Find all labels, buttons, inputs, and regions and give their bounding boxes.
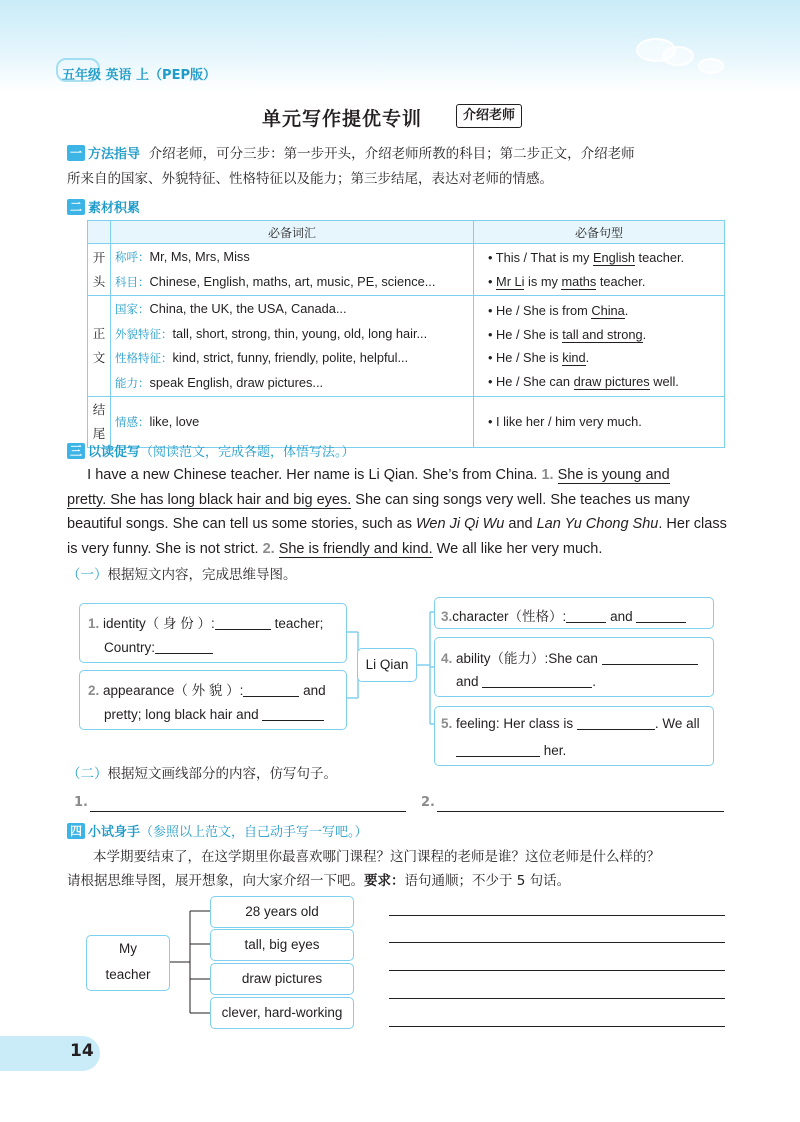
column-header: 必备句型 [474,221,725,244]
answer-blank[interactable] [636,608,686,623]
section-title: 素材积累 [88,201,141,216]
answer-blank[interactable] [215,615,271,630]
mindmap-branch: 28 years old [210,896,354,928]
vocab-line: 能力：speak English, draw pictures... [115,374,324,390]
mindmap-root: My teacher [86,935,170,991]
answer-blank[interactable] [262,706,324,721]
sentence-line: • Mr Li is my maths teacher. [488,273,646,289]
page-number: 14 [70,1041,94,1061]
answer-number: 2. [421,795,435,810]
sentence-line: • He / She can draw pictures well. [488,373,679,389]
writing-line[interactable] [389,942,725,943]
mindmap-box-identity: 1. identity（ 身 份 ）: teacher; Country: [79,603,347,663]
sentence-line: • I like her / him very much. [488,414,642,430]
underline-mark: 1. [541,467,554,483]
mindmap-branch: clever, hard-working [210,997,354,1029]
story-title: Wen Ji Qi Wu [416,516,505,532]
answer-blank[interactable] [155,639,213,654]
answer-blank[interactable] [577,715,655,730]
section-badge: 三 [67,443,85,459]
book-title: 五年级 英语 上（PEP版） [62,68,216,83]
vocab-line: 称呼：Mr, Ms, Mrs, Miss [115,249,250,264]
underlined-sentence: She is young and [557,467,670,483]
mindmap-branch: tall, big eyes [210,929,354,961]
writing-line[interactable] [389,998,725,999]
section-title: 小试身手 [88,825,141,840]
sentence-line: • He / She is kind. [488,350,590,365]
column-header: 必备词汇 [111,221,474,244]
underlined-sentence: pretty. She has long black hair and big eyes. [67,491,352,508]
mindmap-branch: draw pictures [210,963,354,995]
answer-blank[interactable] [243,682,299,697]
row-label-body: 正 文 [88,296,111,397]
underline-mark: 2. [262,540,275,557]
writing-line[interactable] [389,915,725,916]
writing-line[interactable] [389,970,725,971]
vocab-line: 情感：like, love [115,413,200,429]
section-badge: 四 [67,823,85,839]
section-badge: 二 [67,199,85,215]
task-1-instruction: （一）根据短文内容，完成思维导图。 [67,567,297,583]
row-label-ending: 结 尾 [88,397,111,448]
mindmap-box-appearance: 2. appearance（ 外 貌 ）: and pretty; long black hair and [79,670,347,730]
answer-line[interactable] [437,811,724,812]
underlined-sentence: She is friendly and kind. [278,540,433,557]
vocab-line: 性格特征：kind, strict, funny, friendly, polite, helpful... [115,350,409,365]
sentence-line: • This / That is my English teacher. [488,250,685,265]
story-title: Lan Yu Chong Shu [536,516,659,532]
model-passage: I have a new Chinese teacher. Her name is Li Qian. She’s from China. 1. She is young and pretty. She has long black hair and big eyes. She can sing songs very well. She teaches us many beautiful songs. She can tell us some stories, such as Wen Ji Qi Wu and Lan Yu Chong Shu. Her class is very funny. She is not strict. 2. She is friendly and kind. We all like her very much. [67,467,727,557]
method-text-1: 介绍老师，可分三步：第一步开头，介绍老师所教的科目；第二步正文，介绍老师 [148,146,635,162]
answer-blank[interactable] [566,608,606,623]
answer-blank[interactable] [482,673,592,688]
title-tag: 介绍老师 [456,104,522,128]
try-it-heading [67,821,368,840]
section-badge: 一 [67,145,85,161]
answer-blank[interactable] [456,742,540,757]
prompt-line: 请根据思维导图，展开想象，向大家介绍一下吧。要求：语句通顺；不少于 5 句话。 [67,873,571,889]
mindmap-center: Li Qian [357,648,417,682]
task-2-instruction: （二）根据短文画线部分的内容，仿写句子。 [67,766,337,782]
answer-number: 1. [74,795,88,810]
vocab-line: 外貌特征：tall, short, strong, thin, young, old, long hair... [115,325,428,341]
section-title: 方法指导 [88,147,141,162]
prompt-line: 本学期要结束了，在这学期里你最喜欢哪门课程？这门课程的老师是谁？这位老师是什么样的？ [93,849,660,865]
mindmap-box-character: 3.character（性格）: and [434,597,714,629]
sentence-line: • He / She is from China. [488,303,629,318]
mindmap-box-feeling: 5. feeling: Her class is . We all her. [434,706,714,766]
sentence-line: • He / She is tall and strong. [488,326,647,342]
row-label-opening: 开 头 [88,244,111,296]
vocab-line: 国家：China, the UK, the USA, Canada... [115,301,347,316]
answer-line[interactable] [90,811,406,812]
section-title: 以读促写 [88,445,141,460]
mindmap-box-ability: 4. ability（能力）:She can and . [434,637,714,697]
section-hint: （阅读范文，完成各题，体悟写法。） [140,445,355,460]
page-title: 单元写作提优专训 [262,108,423,130]
answer-blank[interactable] [602,650,698,665]
method-text-2: 所来自的国家、外貌特征、性格特征以及能力；第三步结尾，表达对老师的情感。 [67,171,553,187]
vocab-line: 科目：Chinese, English, maths, art, music, PE, science... [115,273,436,289]
writing-line[interactable] [389,1026,725,1027]
writing-prompt [67,845,747,893]
section-hint: （参照以上范文，自己动手写一写吧。） [140,825,368,840]
